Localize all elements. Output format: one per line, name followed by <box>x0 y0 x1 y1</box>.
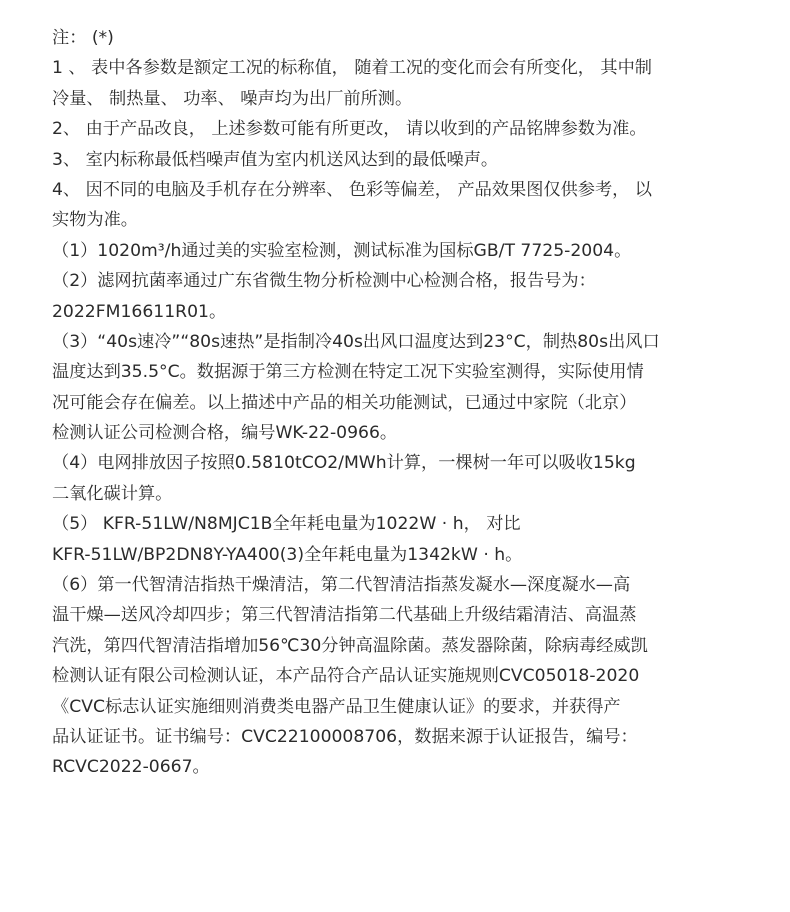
note-line: 品认证证书。证书编号：CVC22100008706，数据来源于认证报告，编号： <box>52 726 638 747</box>
note-line: 2、 由于产品改良， 上述参数可能有所更改， 请以收到的产品铭牌参数为准。 <box>52 119 647 140</box>
note-line: （4）电网排放因子按照0.5810tCO2/MWh计算，一棵树一年可以吸收15kg <box>52 453 636 474</box>
notes-heading: 注： (*) <box>52 28 114 48</box>
note-line: 检测认证公司检测合格，编号WK-22-0966。 <box>52 423 398 444</box>
note-line: （1）1020m³/h通过美的实验室检测，测试标准为国标GB/T 7725-2004。 <box>52 240 632 261</box>
note-line: 况可能会存在偏差。以上描述中产品的相关功能测试，已通过中家院（北京） <box>52 392 637 413</box>
note-line: RCVC2022-0667。 <box>52 757 210 778</box>
note-line: 3、 室内标称最低档噪声值为室内机送风达到的最低噪声。 <box>52 149 499 170</box>
note-line: 实物为准。 <box>52 210 138 231</box>
note-line: 1 、 表中各参数是额定工况的标称值， 随着工况的变化而会有所变化， 其中制 <box>52 58 652 79</box>
note-line: 温干燥—送风冷却四步；第三代智清洁指第二代基础上升级结霜清洁、高温蒸 <box>52 605 637 626</box>
note-line: （5） KFR-51LW/N8MJC1B全年耗电量为1022W · h， 对比 <box>52 514 521 535</box>
note-line: 温度达到35.5°C。数据源于第三方检测在特定工况下实验室测得，实际使用情 <box>52 362 644 383</box>
note-line: 2022FM16611R01。 <box>52 301 227 322</box>
note-line: KFR-51LW/BP2DN8Y-YA400(3)全年耗电量为1342kW · h。 <box>52 544 523 565</box>
note-line: （2）滤网抗菌率通过广东省微生物分析检测中心检测合格，报告号为： <box>52 271 596 292</box>
note-line: （3）“40s速冷”“80s速热”是指制冷40s出风口温度达到23°C，制热80s出风口 <box>52 331 660 352</box>
note-line: 检测认证有限公司检测认证，本产品符合产品认证实施规则CVC05018-2020 <box>52 666 640 687</box>
note-line: 4、 因不同的电脑及手机存在分辨率、 色彩等偏差， 产品效果图仅供参考， 以 <box>52 179 652 200</box>
note-line: 汽洗，第四代智清洁指增加56℃30分钟高温除菌。蒸发器除菌，除病毒经威凯 <box>52 635 648 656</box>
note-line: 二氧化碳计算。 <box>52 483 173 504</box>
note-line: 《CVC标志认证实施细则消费类电器产品卫生健康认证》的要求，并获得产 <box>52 696 621 717</box>
note-line: 冷量、 制热量、 功率、 噪声均为出厂前所测。 <box>52 88 413 109</box>
note-line: （6）第一代智清洁指热干燥清洁，第二代智清洁指蒸发凝水—深度凝水—高 <box>52 575 631 596</box>
